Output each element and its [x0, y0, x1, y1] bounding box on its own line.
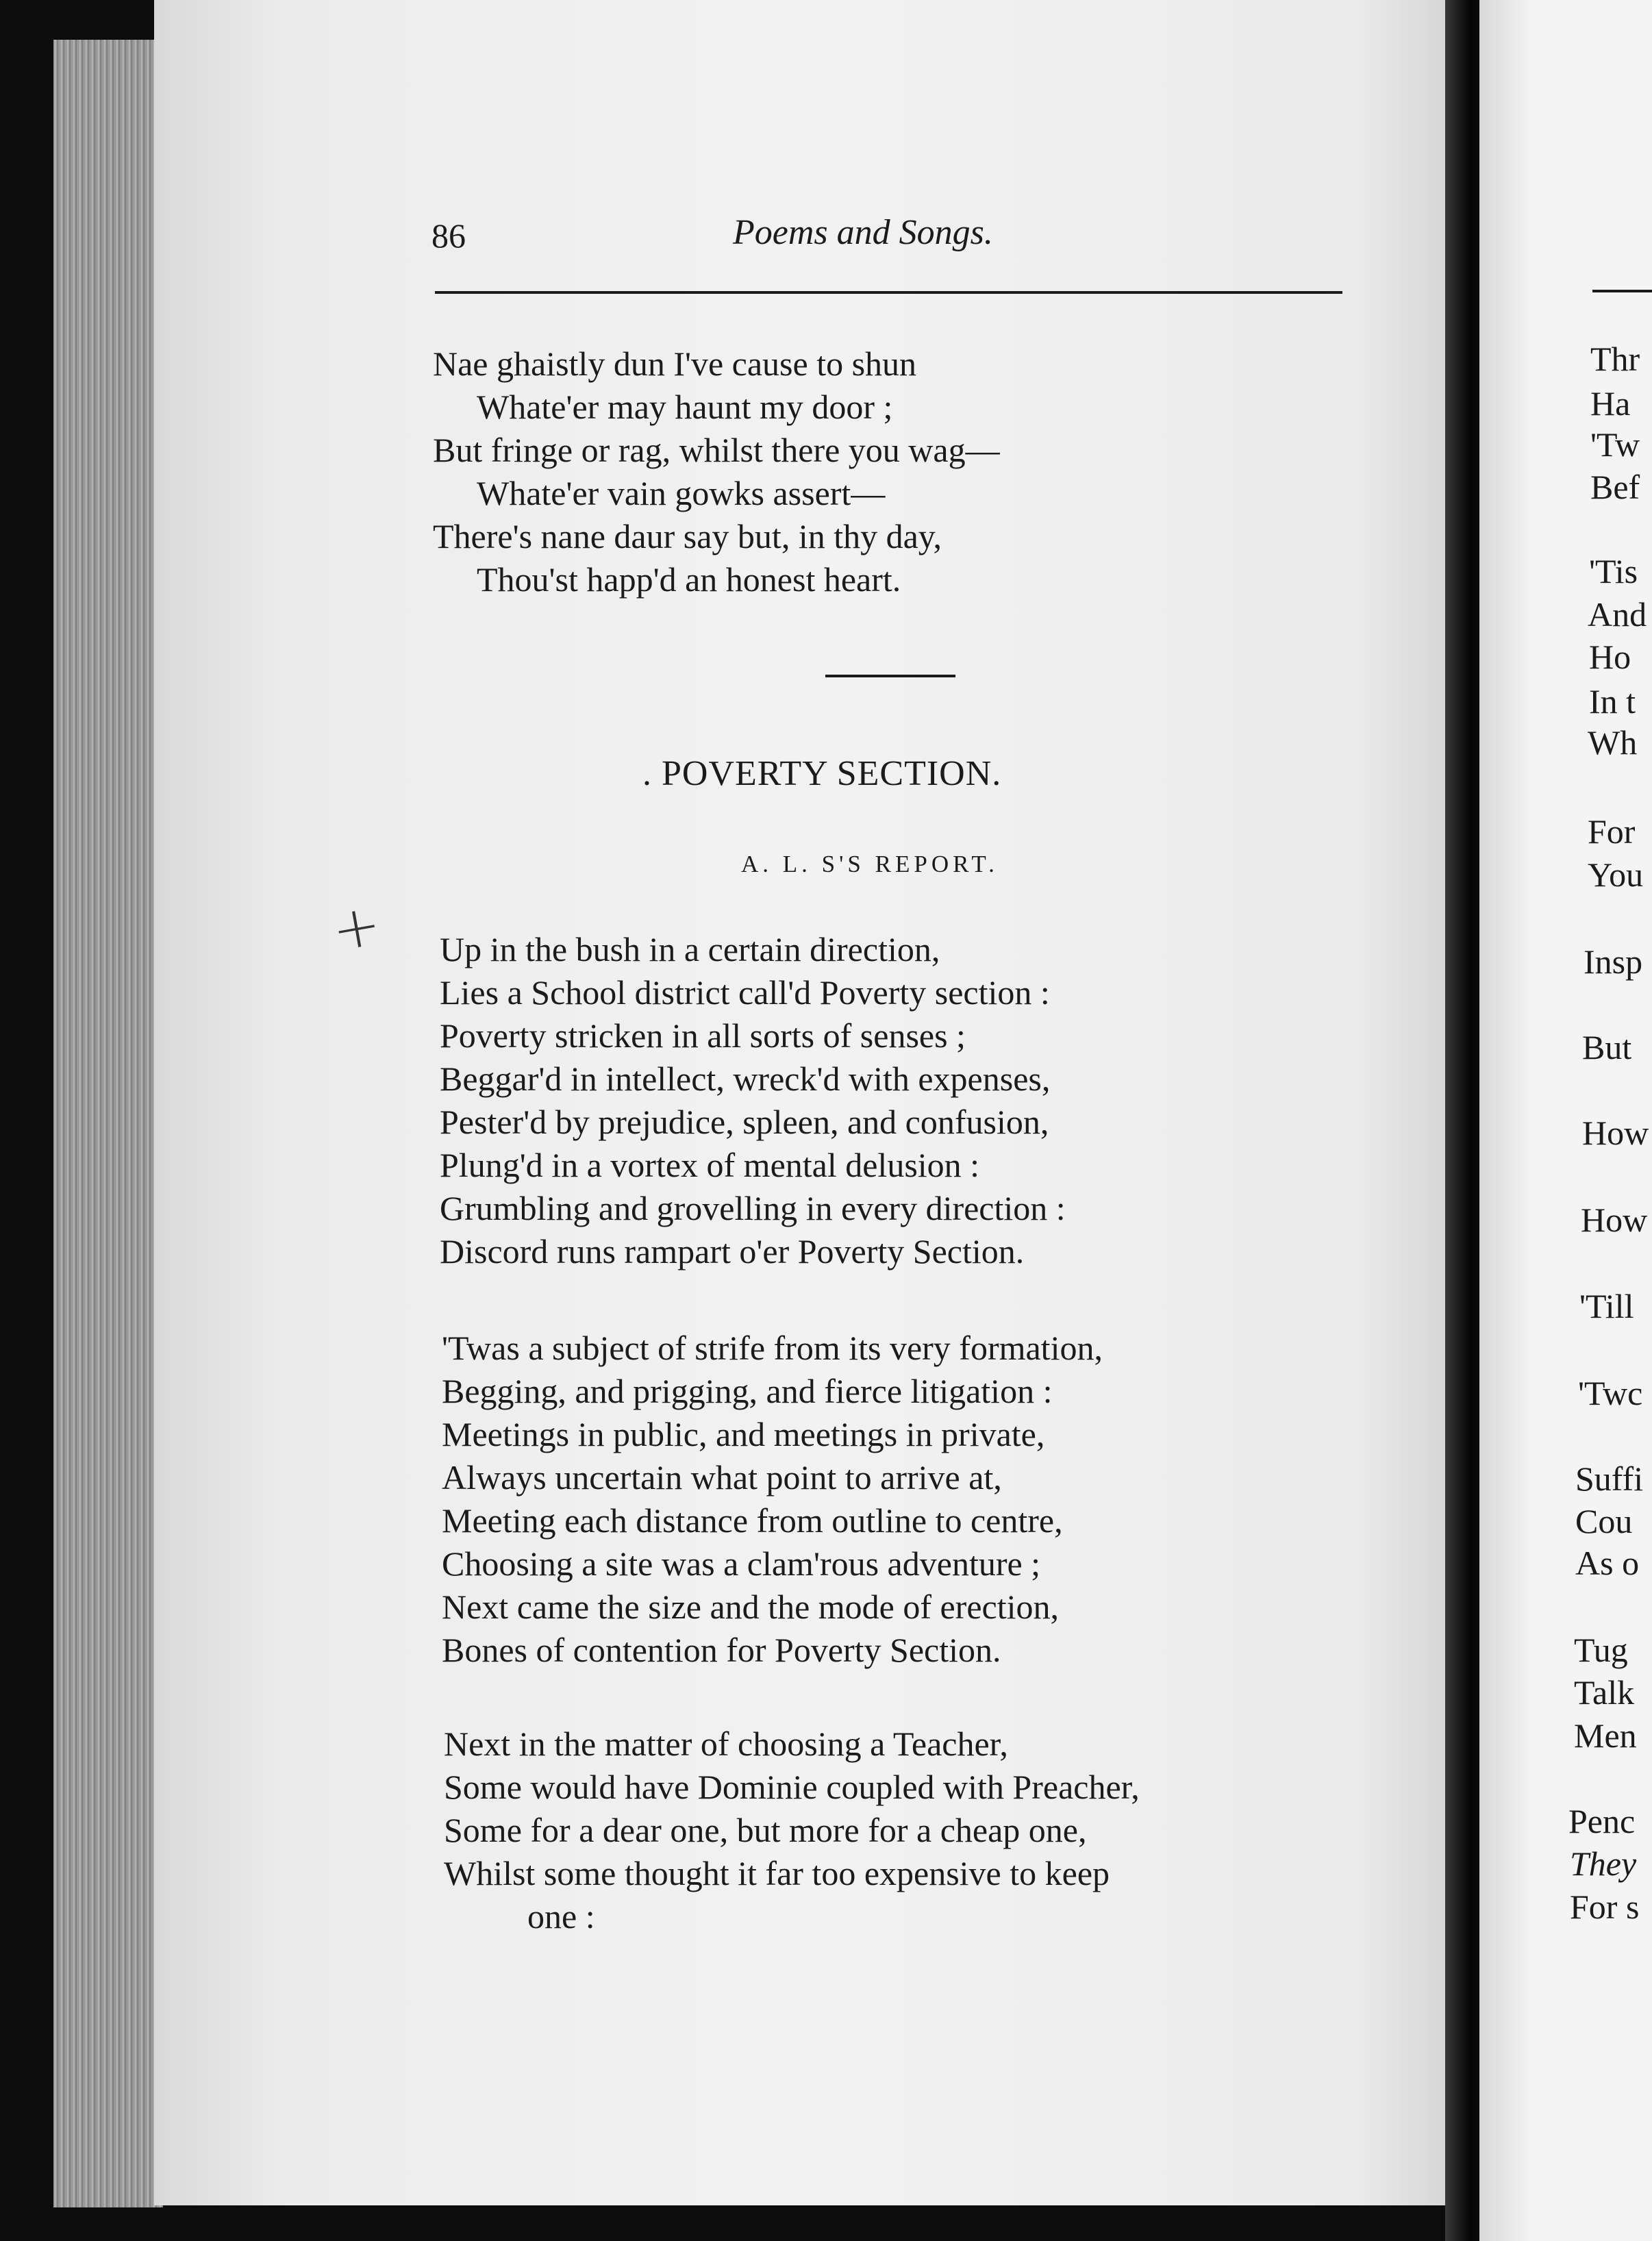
facing-fragment: 'Tw: [1590, 425, 1640, 464]
verse-line: Whate'er vain gowks assert—: [477, 474, 886, 512]
poem-subtitle: A. L. S'S REPORT.: [741, 851, 999, 877]
verse-line: Grumbling and grovelling in every direction :: [440, 1189, 1066, 1227]
facing-fragment: Tug: [1574, 1631, 1628, 1669]
facing-fragment: How: [1582, 1114, 1649, 1152]
facing-fragment: Men: [1574, 1716, 1637, 1755]
verse-line: But fringe or rag, whilst there you wag—: [433, 431, 1000, 469]
facing-fragment: For s: [1570, 1888, 1640, 1926]
facing-fragment: Ho: [1589, 638, 1631, 676]
header-rule: [435, 291, 1342, 294]
poem-title: . POVERTY SECTION.: [642, 754, 1002, 793]
facing-fragment: 'Tis: [1589, 552, 1638, 590]
verse-line: Up in the bush in a certain direction,: [440, 930, 940, 968]
verse-line: one :: [527, 1897, 595, 1936]
facing-fragment: Suffi: [1575, 1460, 1644, 1498]
page-number: 86: [431, 216, 466, 255]
facing-fragment: 'Till: [1579, 1287, 1634, 1325]
facing-fragment: Insp: [1584, 942, 1643, 981]
verse-line: 'Twas a subject of strife from its very formation,: [442, 1329, 1103, 1367]
facing-fragment: Cou: [1575, 1502, 1633, 1540]
facing-fragment: Wh: [1588, 723, 1638, 762]
verse-line: Nae ghaistly dun I've cause to shun: [433, 345, 917, 383]
verse-line: Meeting each distance from outline to centre,: [442, 1501, 1063, 1540]
verse-line: Whate'er may haunt my door ;: [477, 388, 893, 426]
verse-line: Pester'd by prejudice, spleen, and confusion,: [440, 1103, 1049, 1141]
verse-line: There's nane daur say but, in thy day,: [433, 517, 942, 555]
facing-fragment: And: [1588, 595, 1647, 634]
running-head: Poems and Songs.: [733, 213, 993, 252]
previous-poem-ending: [433, 342, 1000, 601]
verse-line: Beggar'd in intellect, wreck'd with expenses,: [440, 1060, 1051, 1098]
margin-mark: +: [327, 890, 386, 965]
facing-fragment: In t: [1589, 682, 1636, 721]
facing-fragment: Penc: [1568, 1802, 1636, 1840]
verse-line: Some for a dear one, but more for a cheap one,: [444, 1811, 1087, 1849]
verse-line: Begging, and prigging, and fierce litigation :: [442, 1372, 1053, 1410]
facing-fragment: You: [1588, 855, 1644, 894]
facing-fragment: But: [1582, 1028, 1632, 1066]
verse-line: Choosing a site was a clam'rous adventure ;: [442, 1544, 1041, 1583]
verse-line: Meetings in public, and meetings in private,: [442, 1415, 1045, 1453]
stanza-2: [442, 1327, 1103, 1672]
page-edges: [53, 40, 163, 2207]
facing-fragment: Thr: [1590, 340, 1640, 378]
verse-line: Next in the matter of choosing a Teacher,: [444, 1725, 1008, 1763]
section-divider: [825, 675, 955, 677]
facing-fragment: 'Twc: [1578, 1374, 1643, 1412]
facing-fragment: As o: [1575, 1544, 1640, 1582]
verse-line: Lies a School district call'd Poverty section :: [440, 973, 1050, 1012]
facing-fragment: Talk: [1574, 1673, 1635, 1712]
verse-line: Poverty stricken in all sorts of senses ;: [440, 1016, 966, 1055]
verse-line: Bones of contention for Poverty Section.: [442, 1631, 1001, 1669]
facing-fragment: Ha: [1590, 384, 1631, 423]
verse-line: Next came the size and the mode of erection,: [442, 1588, 1060, 1626]
facing-fragment: Bef: [1590, 468, 1640, 506]
stanza-1: [440, 928, 1066, 1273]
verse-line: Discord runs rampart o'er Poverty Section.: [440, 1232, 1025, 1270]
verse-line: Some would have Dominie coupled with Preacher,: [444, 1768, 1140, 1806]
verse-line: Whilst some thought it far too expensive to keep: [444, 1854, 1110, 1892]
facing-fragment: How: [1581, 1201, 1648, 1239]
facing-header-rule: [1592, 290, 1652, 292]
stanza-3: [444, 1723, 1140, 1938]
facing-fragment: They: [1570, 1844, 1637, 1883]
verse-line: Always uncertain what point to arrive at,: [442, 1458, 1002, 1497]
verse-line: Thou'st happ'd an honest heart.: [477, 560, 901, 599]
verse-line: Plung'd in a vortex of mental delusion :: [440, 1146, 980, 1184]
facing-fragment: For: [1588, 812, 1636, 851]
